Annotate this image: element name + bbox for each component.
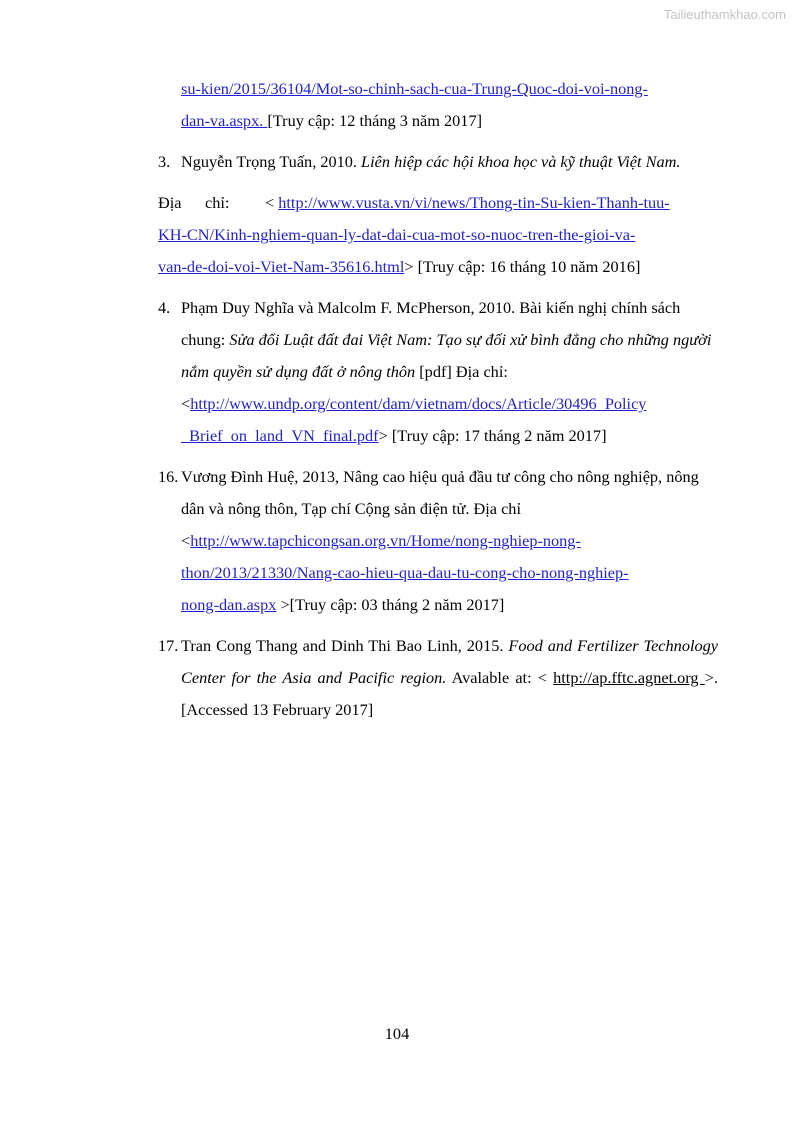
reference-link-line-1[interactable]: http://www.undp.org/content/dam/vietnam/docs/Article/30496_Policy <box>190 394 647 413</box>
address-link-line-3[interactable]: van-de-doi-voi-Viet-Nam-35616.html <box>158 257 405 276</box>
address-label-2: chỉ: <box>205 193 230 212</box>
reference-number: 17. <box>158 636 179 655</box>
reference-address <box>158 187 718 283</box>
reference-link-line-2[interactable]: dan-va.aspx. <box>181 111 268 130</box>
reference-link-line-2[interactable]: _Brief_on_land_VN_final.pdf <box>181 426 379 445</box>
watermark: Tailieuthamkhao.com <box>663 7 786 22</box>
address-link-line-1[interactable]: http://www.vusta.vn/vi/news/Thong-tin-Su-kien-Thanh-tuu- <box>278 193 670 212</box>
reference-continuation <box>181 73 718 137</box>
reference-link-line-3[interactable]: nong-dan.aspx <box>181 595 277 614</box>
reference-text-2: Avalable at: < <box>446 668 554 687</box>
access-date: >[Truy cập: 03 tháng 2 năm 2017] <box>276 595 505 614</box>
reference-title: Sửa đổi Luật đất đai Việt Nam: Tạo sự đối xử bình đẳng cho những người nắm quyền sử dụng đất ở nông thôn <box>181 330 712 381</box>
reference-number: 4. <box>158 298 171 317</box>
reference-link-line-1[interactable]: su-kien/2015/36104/Mot-so-chinh-sach-cua-Trung-Quoc-doi-voi-nong- <box>181 79 648 98</box>
page-number: 104 <box>384 1024 410 1043</box>
reference-author: Nguyễn Trọng Tuấn, 2010. <box>181 152 362 171</box>
reference-text: Vương Đình Huệ, 2013, Nâng cao hiệu quả đầu tư công cho nông nghiệp, nông dân và nông thôn, Tạp chí Cộng sản điện tử. Địa chỉ < <box>181 467 699 550</box>
access-date: >. [Accessed 13 February 2017] <box>181 668 718 719</box>
address-link-line-2[interactable]: KH-CN/Kinh-nghiem-quan-ly-dat-dai-cua-mot-so-nuoc-tren-the-gioi-va- <box>158 225 636 244</box>
reference-entry-17 <box>158 630 718 726</box>
reference-text: Phạm Duy Nghĩa và Malcolm F. McPherson, 2010. Bài kiến nghị chính sách chung: <box>181 298 681 349</box>
reference-link[interactable]: http://ap.fftc.agnet.org <box>553 668 705 687</box>
reference-list <box>158 73 718 735</box>
address-label: Địa <box>158 193 182 212</box>
reference-link-line-2[interactable]: thon/2013/21330/Nang-cao-hieu-qua-dau-tu-cong-cho-nong-nghiep- <box>181 563 629 582</box>
reference-link-line-1[interactable]: http://www.tapchicongsan.org.vn/Home/nong-nghiep-nong- <box>190 531 581 550</box>
address-bracket: < <box>265 193 279 212</box>
reference-title: Liên hiệp các hội khoa học và kỹ thuật Việt Nam. <box>361 152 681 171</box>
access-date: > [Truy cập: 17 tháng 2 năm 2017] <box>378 426 607 445</box>
reference-entry-16 <box>158 461 718 621</box>
access-date: > [Truy cập: 16 tháng 10 năm 2016] <box>404 257 641 276</box>
reference-number: 3. <box>158 152 171 171</box>
reference-entry-4 <box>158 292 718 452</box>
reference-author: Tran Cong Thang and Dinh Thi Bao Linh, 2015. <box>181 636 509 655</box>
reference-title: Food and Fertilizer Technology Center for the Asia and Pacific region. <box>181 636 718 687</box>
access-date: [Truy cập: 12 tháng 3 năm 2017] <box>267 111 483 130</box>
reference-entry-3 <box>158 146 718 178</box>
reference-number: 16. <box>158 467 179 486</box>
reference-text-2: [pdf] Địa chỉ: < <box>181 362 508 413</box>
